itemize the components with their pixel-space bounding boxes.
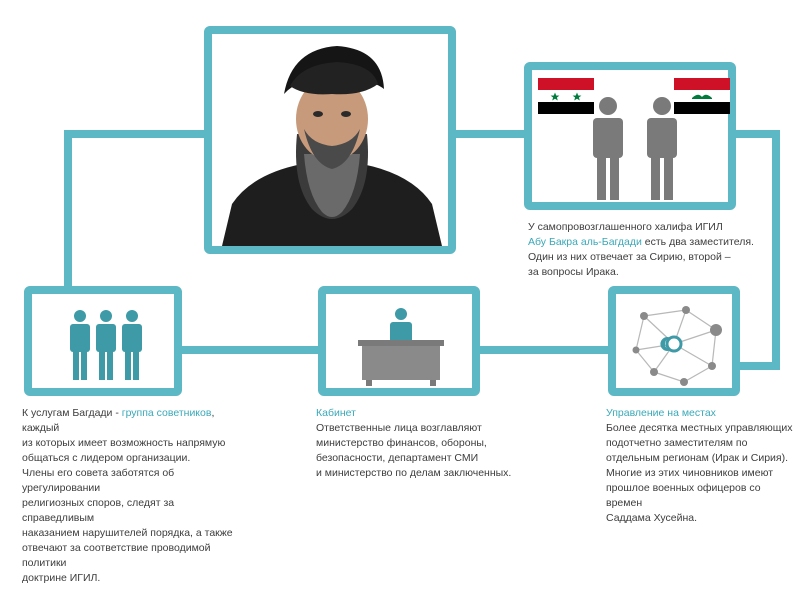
local-line-4: Многие из этих чиновников имеют bbox=[606, 467, 774, 479]
cabinet-line-4: и министерство по делам заключенных. bbox=[316, 467, 512, 479]
cabinet-description bbox=[316, 406, 516, 481]
local-line-3: отдельным регионам (Ирак и Сирия). bbox=[606, 452, 789, 464]
deputy-figure-iraq-icon bbox=[642, 96, 682, 204]
network-icon bbox=[624, 300, 728, 390]
connector-bottom-left bbox=[180, 346, 325, 354]
advisors-line-2: из которых имеет возможность напрямую bbox=[22, 437, 226, 449]
leader-portrait-box bbox=[204, 26, 456, 254]
advisors-line-7: отвечают за соответствие проводимой политики bbox=[22, 542, 211, 569]
local-management-title: Управление на местах bbox=[606, 407, 716, 419]
deputies-highlight: Абу Бакра аль-Багдади bbox=[528, 236, 642, 248]
deputies-description bbox=[528, 220, 768, 280]
advisors-line-3: общаться с лидером организации. bbox=[22, 452, 191, 464]
local-line-5: прошлое военных офицеров со времен bbox=[606, 482, 761, 509]
connector-bottom-right bbox=[478, 346, 612, 354]
deputies-line-4: за вопросы Ирака. bbox=[528, 266, 619, 278]
deputies-line-2: есть два заместителя. bbox=[641, 236, 754, 248]
advisors-line-4: Члены его совета заботятся об урегулировании bbox=[22, 467, 175, 494]
deputies-box bbox=[524, 62, 736, 210]
local-line-2: подотчетно заместителям по bbox=[606, 437, 748, 449]
cabinet-line-1: Ответственные лица возглавляют bbox=[316, 422, 482, 434]
advisors-line-1-rest: , каждый bbox=[22, 407, 215, 434]
cabinet-line-2: министерство финансов, обороны, bbox=[316, 437, 487, 449]
local-management-box bbox=[608, 286, 740, 396]
local-line-6: Саддама Хусейна. bbox=[606, 512, 698, 524]
advisors-group-icon bbox=[66, 308, 146, 384]
syria-flag-icon bbox=[538, 78, 594, 114]
connector-right-vertical bbox=[772, 130, 780, 370]
advisors-prefix: К услугам Багдади - bbox=[22, 407, 122, 419]
connector-left-vertical bbox=[64, 130, 72, 290]
advisors-highlight: группа советников bbox=[121, 407, 212, 419]
cabinet-line-3: безопасности, департамент СМИ bbox=[316, 452, 479, 464]
leader-portrait bbox=[212, 34, 448, 246]
local-management-description bbox=[606, 406, 796, 526]
advisors-description bbox=[22, 406, 242, 586]
cabinet-desk-icon bbox=[356, 306, 446, 386]
deputies-line-1: У самопровозглашенного халифа ИГИЛ bbox=[528, 221, 723, 233]
cabinet-box bbox=[318, 286, 480, 396]
advisors-line-8: доктрине ИГИЛ. bbox=[22, 572, 101, 584]
advisors-line-5: религиозных споров, следят за справедливым bbox=[22, 497, 175, 524]
iraq-flag-icon bbox=[674, 78, 730, 114]
connector-top-left bbox=[64, 130, 208, 138]
deputy-figure-syria-icon bbox=[588, 96, 628, 204]
advisors-box bbox=[24, 286, 182, 396]
connector-top-right bbox=[450, 130, 528, 138]
local-line-1: Более десятка местных управляющих bbox=[606, 422, 793, 434]
connector-right-bottom bbox=[736, 362, 780, 370]
cabinet-title: Кабинет bbox=[316, 407, 356, 419]
advisors-line-6: наказанием нарушителей порядка, а также bbox=[22, 527, 233, 539]
deputies-line-3: Один из них отвечает за Сирию, второй – bbox=[528, 251, 731, 263]
